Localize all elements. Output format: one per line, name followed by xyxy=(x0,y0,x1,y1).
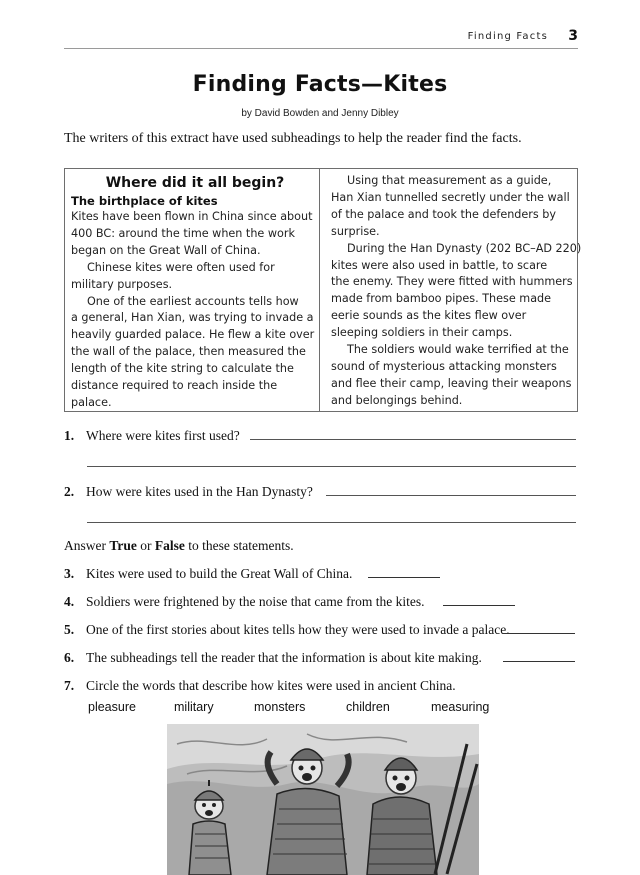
extract-line: Chinese kites were often used for xyxy=(87,260,275,274)
instruction-before: Answer xyxy=(64,538,110,553)
question-1 xyxy=(64,428,240,444)
true-word: True xyxy=(109,538,137,553)
true-false-line-6[interactable] xyxy=(503,661,575,662)
statement-number: 4. xyxy=(64,594,75,609)
statement-3 xyxy=(64,566,352,582)
word-choice-pleasure[interactable]: pleasure xyxy=(88,700,136,714)
extract-line: palace. xyxy=(71,395,112,409)
byline: by David Bowden and Jenny Dibley xyxy=(241,108,399,119)
true-false-line-4[interactable] xyxy=(443,605,515,606)
statement-4 xyxy=(64,594,425,610)
extract-line: Kites have been flown in China since about xyxy=(71,210,313,223)
question-number: 2. xyxy=(64,484,75,499)
extract-line: sleeping soldiers in their camps. xyxy=(331,326,513,340)
extract-left-column xyxy=(65,169,320,411)
extract-line: surprise. xyxy=(331,224,380,238)
extract-line: Using that measurement as a guide, xyxy=(347,174,552,187)
extract-line: distance required to reach inside the xyxy=(71,379,278,393)
instruction-middle: or xyxy=(136,538,155,553)
extract-line: of the palace and took the defenders by xyxy=(331,207,556,221)
extract-line: length of the kite string to calculate the xyxy=(71,362,294,376)
extract-line: sound of mysterious attacking monsters xyxy=(331,359,557,373)
running-head-title: Finding Facts xyxy=(467,31,548,42)
extract-line: military purposes. xyxy=(71,277,173,291)
intro-text: The writers of this extract have used subheadings to help the reader find the facts. xyxy=(64,131,522,146)
illustration-drawing xyxy=(167,724,479,875)
extract-right-column xyxy=(321,169,582,411)
statement-text: One of the first stories about kites tells how they were used to invade a palace. xyxy=(86,622,510,637)
true-false-line-5[interactable] xyxy=(503,633,575,634)
extract-line: the enemy. They were fitted with hummers xyxy=(331,275,573,289)
page-title: Finding Facts—Kites xyxy=(192,72,448,97)
false-word: False xyxy=(154,538,185,553)
extract-line: The soldiers would wake terrified at the xyxy=(347,343,569,357)
statement-5 xyxy=(64,622,510,638)
word-choice-measuring[interactable]: measuring xyxy=(431,700,490,714)
answer-line-1a[interactable] xyxy=(250,439,576,440)
extract-line: began on the Great Wall of China. xyxy=(71,243,261,257)
word-choice-children[interactable]: children xyxy=(346,700,390,714)
word-choice-military[interactable]: military xyxy=(174,700,214,714)
extract-heading: Where did it all begin? xyxy=(105,175,285,191)
statement-7 xyxy=(64,678,456,694)
extract-line: During the Han Dynasty (202 BC–AD 220) xyxy=(347,241,582,255)
answer-line-1b[interactable] xyxy=(87,466,576,467)
extract-line: heavily guarded palace. He flew a kite over xyxy=(71,328,315,342)
extract-subheading: The birthplace of kites xyxy=(71,194,218,208)
statement-text: The subheadings tell the reader that the information is about kite making. xyxy=(86,650,482,665)
statement-text: Circle the words that describe how kites were used in ancient China. xyxy=(86,678,456,693)
word-choice-monsters[interactable]: monsters xyxy=(254,700,306,714)
extract-line: Han Xian tunnelled secretly under the wall xyxy=(331,190,570,204)
extract-line: eerie sounds as the kites flew over xyxy=(331,309,527,323)
extract-line: made from bamboo pipes. These made xyxy=(331,292,552,306)
soldiers-illustration xyxy=(167,724,479,875)
instruction-after: to these statements. xyxy=(184,538,294,553)
true-false-line-3[interactable] xyxy=(368,577,440,578)
extract-line: the wall of the palace, then measured the xyxy=(71,345,306,359)
statement-number: 3. xyxy=(64,566,75,581)
statement-text: Kites were used to build the Great Wall of China. xyxy=(86,566,353,581)
statement-number: 5. xyxy=(64,622,75,637)
page-number: 3 xyxy=(568,28,578,44)
answer-line-2b[interactable] xyxy=(87,522,576,523)
answer-line-2a[interactable] xyxy=(326,495,576,496)
question-text: Where were kites first used? xyxy=(86,428,240,443)
word-choices xyxy=(88,700,518,718)
extract-line: and flee their camp, leaving their weapons xyxy=(331,376,572,390)
running-head xyxy=(64,30,578,49)
statement-6 xyxy=(64,650,482,666)
extract-line: kites were also used in battle, to scare xyxy=(331,258,548,272)
extract-line: One of the earliest accounts tells how xyxy=(87,294,299,308)
statement-number: 7. xyxy=(64,678,75,693)
statement-number: 6. xyxy=(64,650,75,665)
question-number: 1. xyxy=(64,428,75,443)
extract-line: and belongings behind. xyxy=(331,393,463,407)
question-text: How were kites used in the Han Dynasty? xyxy=(86,484,313,499)
statement-text: Soldiers were frightened by the noise that came from the kites. xyxy=(86,594,425,609)
answer-instruction xyxy=(64,538,294,554)
question-2 xyxy=(64,484,313,500)
extract-line: 400 BC: around the time when the work xyxy=(71,226,295,240)
extract-line: a general, Han Xian, was trying to invade a xyxy=(71,311,314,325)
extract-box xyxy=(64,168,582,412)
